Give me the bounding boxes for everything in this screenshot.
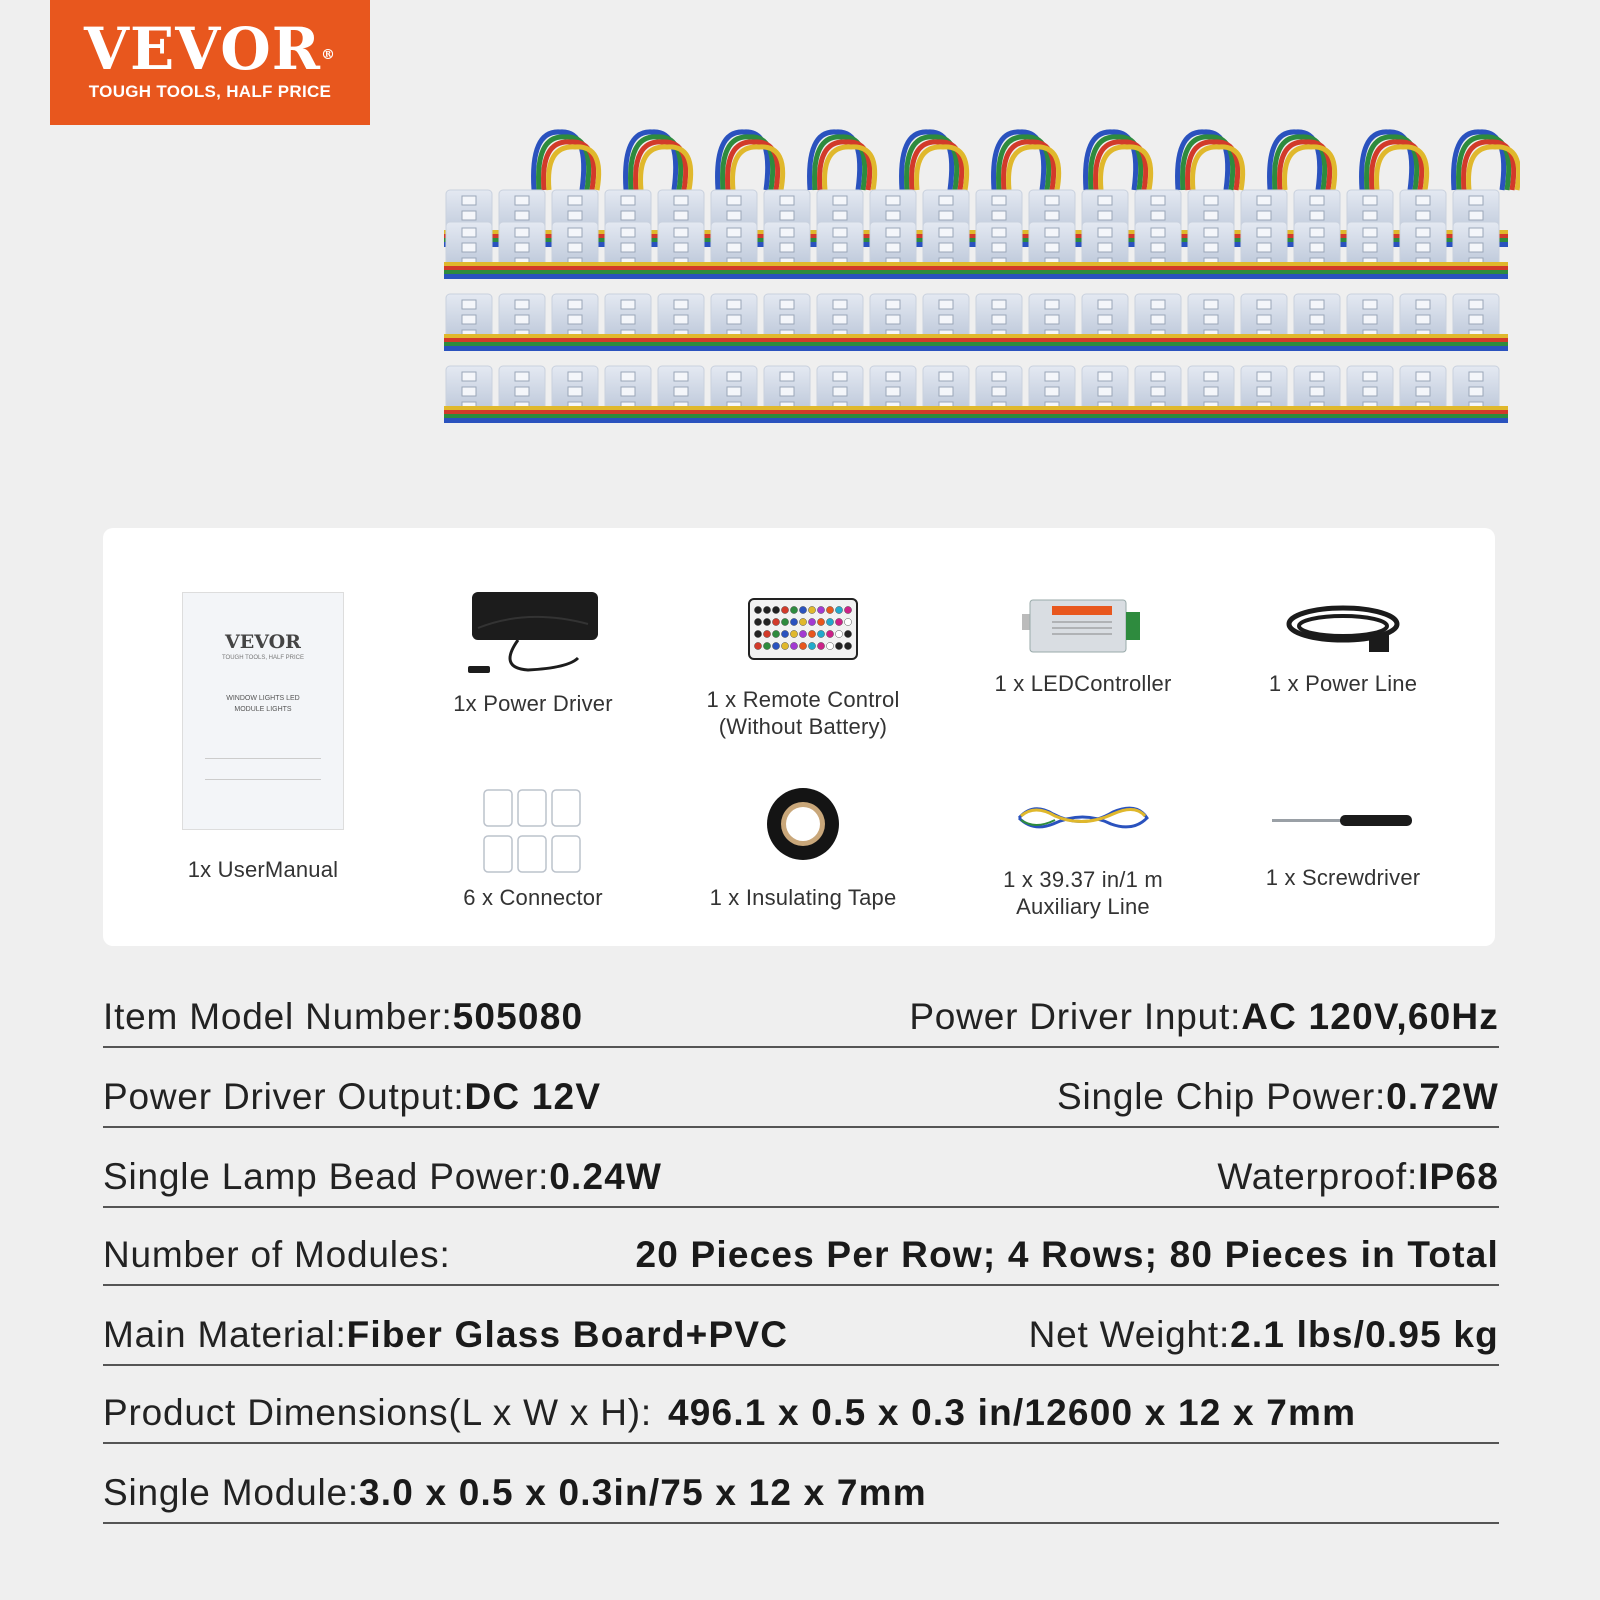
kit-label-remote-battery: (Without Battery) bbox=[718, 714, 888, 739]
kit-item-screwdriver bbox=[1233, 810, 1453, 891]
led-controller-icon bbox=[1018, 592, 1148, 662]
spec-material-value: Fiber Glass Board+PVC bbox=[346, 1314, 789, 1355]
spec-row-modules bbox=[103, 1234, 1499, 1286]
auxiliary-line-icon bbox=[1013, 798, 1153, 838]
kit-item-power-driver bbox=[423, 588, 643, 717]
spec-modules-value: 20 Pieces Per Row; 4 Rows; 80 Pieces in Total bbox=[635, 1234, 1499, 1275]
spec-chip-value: 0.72W bbox=[1386, 1076, 1499, 1117]
remote-control-icon bbox=[748, 598, 858, 660]
kit-label-power-line: 1 x Power Line bbox=[1268, 671, 1418, 696]
spec-material-label: Main Material: bbox=[103, 1314, 347, 1355]
spec-output-value: DC 12V bbox=[464, 1076, 602, 1117]
spec-weight-value: 2.1 lbs/0.95 kg bbox=[1230, 1314, 1499, 1355]
spec-row-material-weight bbox=[103, 1314, 1499, 1366]
spec-dims-label: Product Dimensions(L x W x H): bbox=[103, 1392, 652, 1433]
spec-output-label: Power Driver Output: bbox=[103, 1076, 465, 1117]
spec-model-label: Item Model Number: bbox=[103, 996, 453, 1037]
spec-water-value: IP68 bbox=[1418, 1156, 1499, 1197]
spec-single-label: Single Module: bbox=[103, 1472, 359, 1513]
kit-label-insulating-tape: 1 x Insulating Tape bbox=[709, 885, 897, 910]
kit-label-led-controller: 1 x LEDController bbox=[994, 671, 1172, 696]
kit-item-auxiliary-line bbox=[963, 798, 1203, 920]
package-contents-panel bbox=[103, 528, 1495, 946]
spec-bead-value: 0.24W bbox=[549, 1156, 663, 1197]
user-manual-icon: VEVOR TOUGH TOOLS, HALF PRICE WINDOW LIGHTS LED MODULE LIGHTS bbox=[182, 592, 344, 830]
connector-icon bbox=[480, 786, 586, 878]
spec-row-model-input bbox=[103, 996, 1499, 1048]
spec-model-value: 505080 bbox=[452, 996, 584, 1037]
spec-row-dimensions bbox=[103, 1392, 1499, 1444]
kit-item-connector bbox=[423, 786, 643, 911]
kit-item-power-line bbox=[1233, 598, 1453, 697]
kit-item-led-controller bbox=[963, 592, 1203, 697]
spec-water-label: Waterproof: bbox=[1217, 1156, 1419, 1197]
spec-input-label: Power Driver Input: bbox=[909, 996, 1242, 1037]
spec-modules-label: Number of Modules: bbox=[103, 1234, 451, 1275]
power-driver-icon bbox=[458, 588, 608, 684]
screwdriver-icon bbox=[1268, 810, 1418, 830]
kit-label-power-driver: 1x Power Driver bbox=[453, 691, 613, 716]
kit-label-connector: 6 x Connector bbox=[463, 885, 603, 910]
insulating-tape-icon bbox=[763, 784, 843, 864]
spec-row-bead-waterproof bbox=[103, 1156, 1499, 1208]
kit-item-remote-control bbox=[683, 598, 923, 740]
brand-logo bbox=[50, 0, 370, 125]
spec-chip-label: Single Chip Power: bbox=[1057, 1076, 1387, 1117]
kit-label-user-manual: 1x UserManual bbox=[187, 857, 339, 882]
spec-row-output-chip bbox=[103, 1076, 1499, 1128]
brand-name: VEVOR® bbox=[84, 15, 336, 83]
spec-row-single-module bbox=[103, 1472, 1499, 1524]
kit-item-user-manual bbox=[173, 592, 353, 883]
brand-tagline: TOUGH TOOLS, HALF PRICE bbox=[88, 82, 332, 101]
spec-weight-label: Net Weight: bbox=[1028, 1314, 1231, 1355]
power-line-icon bbox=[1283, 598, 1403, 662]
led-modules-product-image bbox=[440, 60, 1520, 480]
kit-label-remote-control: 1 x Remote Control bbox=[706, 687, 900, 712]
kit-label-screwdriver: 1 x Screwdriver bbox=[1265, 865, 1421, 890]
spec-input-value: AC 120V,60Hz bbox=[1241, 996, 1499, 1037]
spec-single-value: 3.0 x 0.5 x 0.3in/75 x 12 x 7mm bbox=[358, 1472, 927, 1513]
spec-bead-label: Single Lamp Bead Power: bbox=[103, 1156, 550, 1197]
kit-label-auxiliary-line: 1 x 39.37 in/1 m bbox=[1003, 867, 1163, 892]
kit-label-auxiliary-line-2: Auxiliary Line bbox=[1016, 894, 1150, 919]
kit-item-insulating-tape bbox=[683, 784, 923, 911]
spec-dims-value: 496.1 x 0.5 x 0.3 in/12600 x 12 x 7mm bbox=[667, 1392, 1357, 1433]
